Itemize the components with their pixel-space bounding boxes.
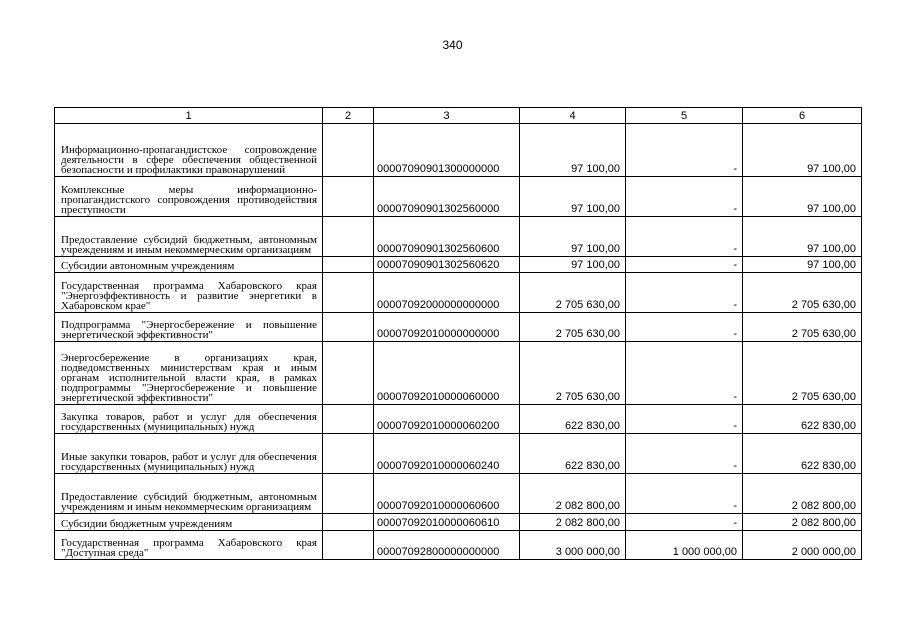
- row-col4: 2 705 630,00: [520, 273, 626, 313]
- row-col4: 3 000 000,00: [520, 531, 626, 560]
- row-code: 00007092000000000000: [374, 273, 520, 313]
- row-col4: 2 705 630,00: [520, 313, 626, 342]
- table-row: [55, 257, 862, 273]
- row-col2: [323, 177, 374, 217]
- row-code: 00007092010000060610: [374, 514, 520, 531]
- row-col2: [323, 531, 374, 560]
- row-col5: -: [626, 342, 743, 405]
- row-code: 00007092800000000000: [374, 531, 520, 560]
- row-col4: 97 100,00: [520, 217, 626, 257]
- row-col4: 97 100,00: [520, 124, 626, 177]
- column-header: 1: [55, 108, 323, 124]
- table-row: [55, 177, 862, 217]
- row-col5: -: [626, 434, 743, 474]
- row-col6: 2 705 630,00: [743, 273, 862, 313]
- page-number: 340: [442, 38, 463, 52]
- column-header: 3: [374, 108, 520, 124]
- row-name: Предоставление субсидий бюджетным, автономным учреждениям и иным некоммерческим организациям: [55, 217, 323, 257]
- row-col6: 97 100,00: [743, 177, 862, 217]
- row-col5: -: [626, 273, 743, 313]
- row-col2: [323, 514, 374, 531]
- row-name: Энергосбережение в организациях края, подведомственных министерствам края и иным органам исполнительной власти края, в рамках подпрограммы "Энергосбережение и повышение энергетической эффективности": [55, 342, 323, 405]
- row-name: Закупка товаров, работ и услуг для обеспечения государственных (муниципальных) нужд: [55, 405, 323, 434]
- column-header: 2: [323, 108, 374, 124]
- row-name: Субсидии автономным учреждениям: [55, 257, 323, 273]
- row-code: 00007090901300000000: [374, 124, 520, 177]
- row-col4: 2 705 630,00: [520, 342, 626, 405]
- row-code: 00007092010000060240: [374, 434, 520, 474]
- table-row: [55, 434, 862, 474]
- row-col5: -: [626, 177, 743, 217]
- row-col2: [323, 474, 374, 514]
- row-col2: [323, 313, 374, 342]
- row-code: 00007090901302560600: [374, 217, 520, 257]
- row-name: Государственная программа Хабаровского края "Энергоэффективность и развитие энергетики в Хабаровском крае": [55, 273, 323, 313]
- row-name: Подпрограмма "Энергосбережение и повышение энергетической эффективности": [55, 313, 323, 342]
- row-code: 00007090901302560620: [374, 257, 520, 273]
- table-row: [55, 217, 862, 257]
- row-col5: -: [626, 257, 743, 273]
- column-header: 5: [626, 108, 743, 124]
- row-col4: 2 082 800,00: [520, 474, 626, 514]
- table-row: [55, 514, 862, 531]
- row-name: Иные закупки товаров, работ и услуг для обеспечения государственных (муниципальных) нужд: [55, 434, 323, 474]
- row-col4: 2 082 800,00: [520, 514, 626, 531]
- row-col5: 1 000 000,00: [626, 531, 743, 560]
- row-col6: 2 082 800,00: [743, 514, 862, 531]
- table-header-row: [55, 108, 862, 124]
- table-row: [55, 342, 862, 405]
- row-col4: 97 100,00: [520, 177, 626, 217]
- row-col2: [323, 124, 374, 177]
- row-col6: 2 000 000,00: [743, 531, 862, 560]
- column-header: 4: [520, 108, 626, 124]
- row-col6: 97 100,00: [743, 257, 862, 273]
- row-name: Субсидии бюджетным учреждениям: [55, 514, 323, 531]
- row-col2: [323, 342, 374, 405]
- row-col5: -: [626, 514, 743, 531]
- row-col6: 2 082 800,00: [743, 474, 862, 514]
- row-col6: 622 830,00: [743, 405, 862, 434]
- row-col2: [323, 257, 374, 273]
- row-name: Комплексные меры информационно-пропагандистского сопровождения противодействия преступности: [55, 177, 323, 217]
- row-name: Информационно-пропагандистское сопровождение деятельности в сфере обеспечения общественной безопасности и профилактики правонарушений: [55, 124, 323, 177]
- table-row: [55, 531, 862, 560]
- row-code: 00007092010000060000: [374, 342, 520, 405]
- row-col6: 622 830,00: [743, 434, 862, 474]
- row-code: 00007092010000060200: [374, 405, 520, 434]
- row-col5: -: [626, 405, 743, 434]
- row-col2: [323, 273, 374, 313]
- row-col5: -: [626, 217, 743, 257]
- column-header: 6: [743, 108, 862, 124]
- row-col5: -: [626, 124, 743, 177]
- row-name: Предоставление субсидий бюджетным, автономным учреждениям и иным некоммерческим организациям: [55, 474, 323, 514]
- row-col5: -: [626, 474, 743, 514]
- row-code: 00007090901302560000: [374, 177, 520, 217]
- row-col5: -: [626, 313, 743, 342]
- row-col4: 622 830,00: [520, 434, 626, 474]
- row-col6: 97 100,00: [743, 124, 862, 177]
- row-col2: [323, 405, 374, 434]
- table-row: [55, 124, 862, 177]
- row-col6: 97 100,00: [743, 217, 862, 257]
- budget-table: [54, 107, 862, 560]
- row-code: 00007092010000060600: [374, 474, 520, 514]
- row-col4: 622 830,00: [520, 405, 626, 434]
- row-col2: [323, 434, 374, 474]
- table-row: [55, 474, 862, 514]
- row-col2: [323, 217, 374, 257]
- row-col4: 97 100,00: [520, 257, 626, 273]
- table-row: [55, 313, 862, 342]
- row-code: 00007092010000000000: [374, 313, 520, 342]
- row-name: Государственная программа Хабаровского края "Доступная среда": [55, 531, 323, 560]
- row-col6: 2 705 630,00: [743, 313, 862, 342]
- row-col6: 2 705 630,00: [743, 342, 862, 405]
- table-row: [55, 405, 862, 434]
- table-row: [55, 273, 862, 313]
